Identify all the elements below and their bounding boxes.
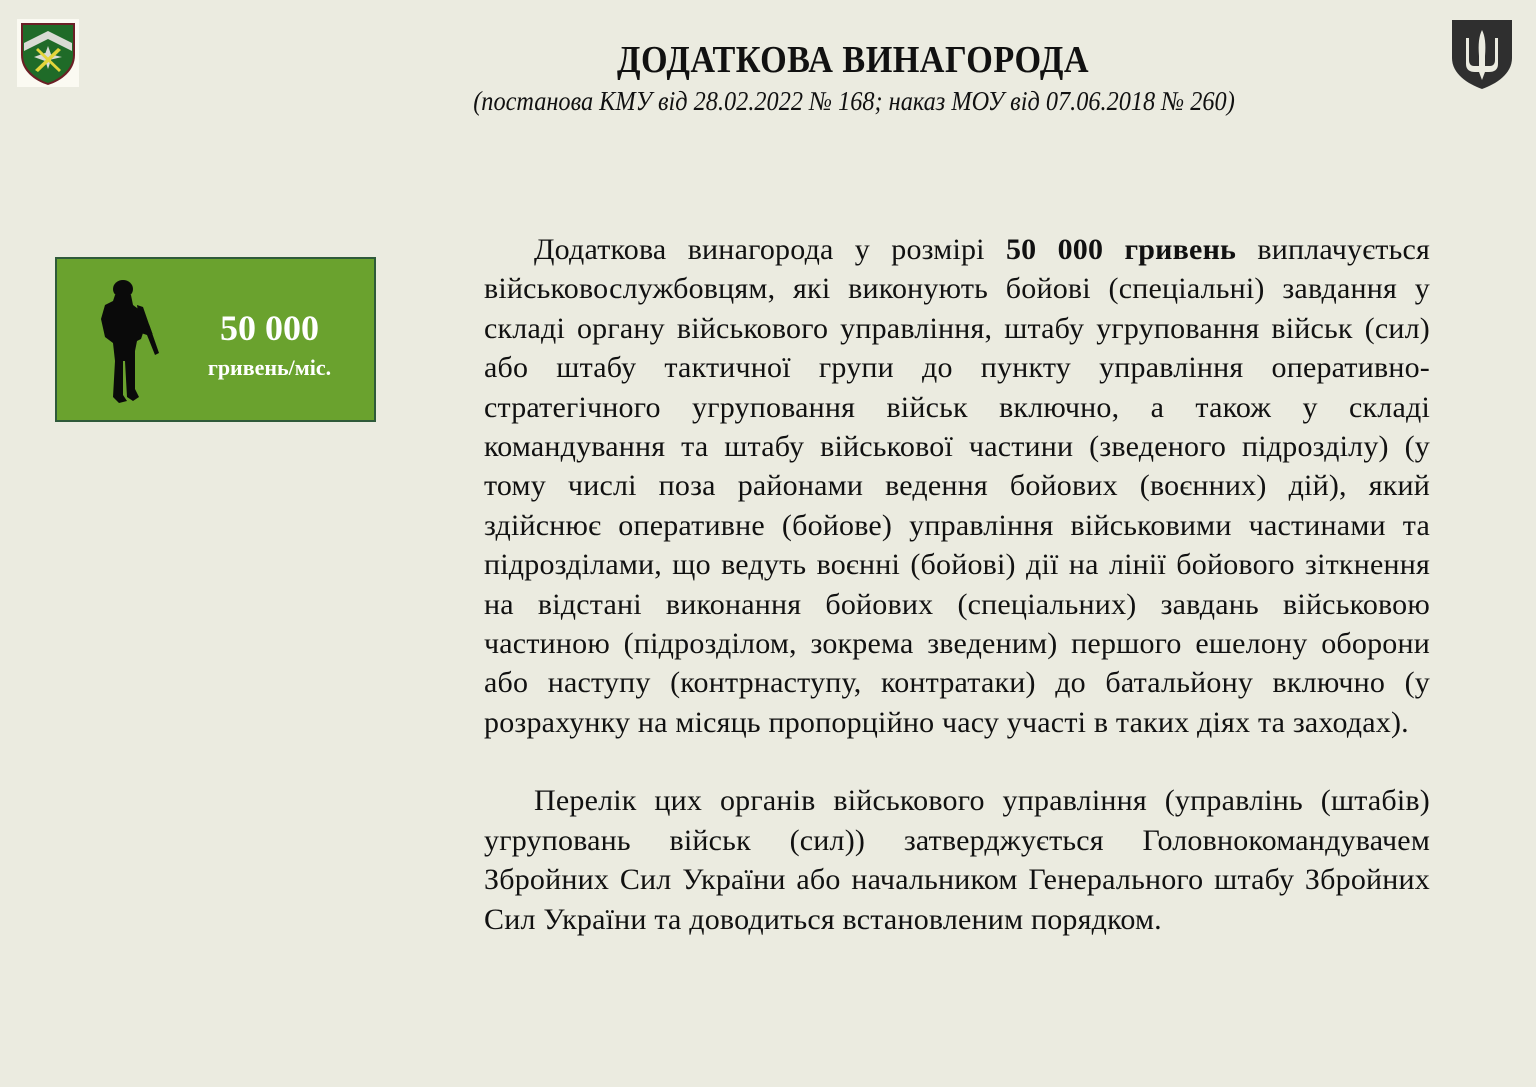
- amount-badge: [55, 257, 376, 422]
- unit-emblem-icon: [17, 19, 79, 87]
- page-title: ДОДАТКОВА ВИНАГОРОДА: [617, 39, 1089, 81]
- paragraph-reward-conditions: [484, 230, 1430, 742]
- unit-emblem-logo: [17, 19, 79, 87]
- badge-amount: 50 000: [220, 308, 319, 348]
- badge-unit: гривень/міс.: [207, 355, 332, 380]
- paragraph-text: виплачується військовослужбовцям, які виконують бойові (спеціальні) завдання у складі органу військового управління, штабу угруповання військ (сил) або штабу тактичної групи до пункту управління оперативно-стратегічного угруповання військ включно, а також у складі командування та штабу військової частини (зведеного підрозділу) (у тому числі поза районами ведення бойових (воєнних) дій), який здійснює оперативне (бойове) управління військовими частинами та підрозділами, що ведуть воєнні (бойові) дії на лінії бойового зіткнення на відстані виконання бойових (спеціальних) завдань військовою частиною (підрозділом, зокрема зведеним) першого ешелону оборони або наступу (контрнаступу, контратаки) до батальйону включно (у розрахунку на місяць пропорційно часу участі в таких діях та заходах).: [484, 233, 1430, 739]
- paragraph-text: Додаткова винагорода у розмірі: [534, 233, 1006, 266]
- paragraph-approval: Перелік цих органів військового управління (управлінь (штабів) угруповань військ (сил)) затверджується Головнокомандувачем Збройних Сил України або начальником Генерального штабу Збройних Сил України та доводиться встановленим порядком.: [484, 784, 1430, 936]
- document-body: [484, 230, 1430, 939]
- soldier-silhouette-icon: [97, 277, 167, 407]
- page-subtitle: (постанова КМУ від 28.02.2022 № 168; наказ МОУ від 07.06.2018 № 260): [473, 86, 1235, 116]
- highlighted-amount: 50 000 гривень: [1005, 233, 1237, 266]
